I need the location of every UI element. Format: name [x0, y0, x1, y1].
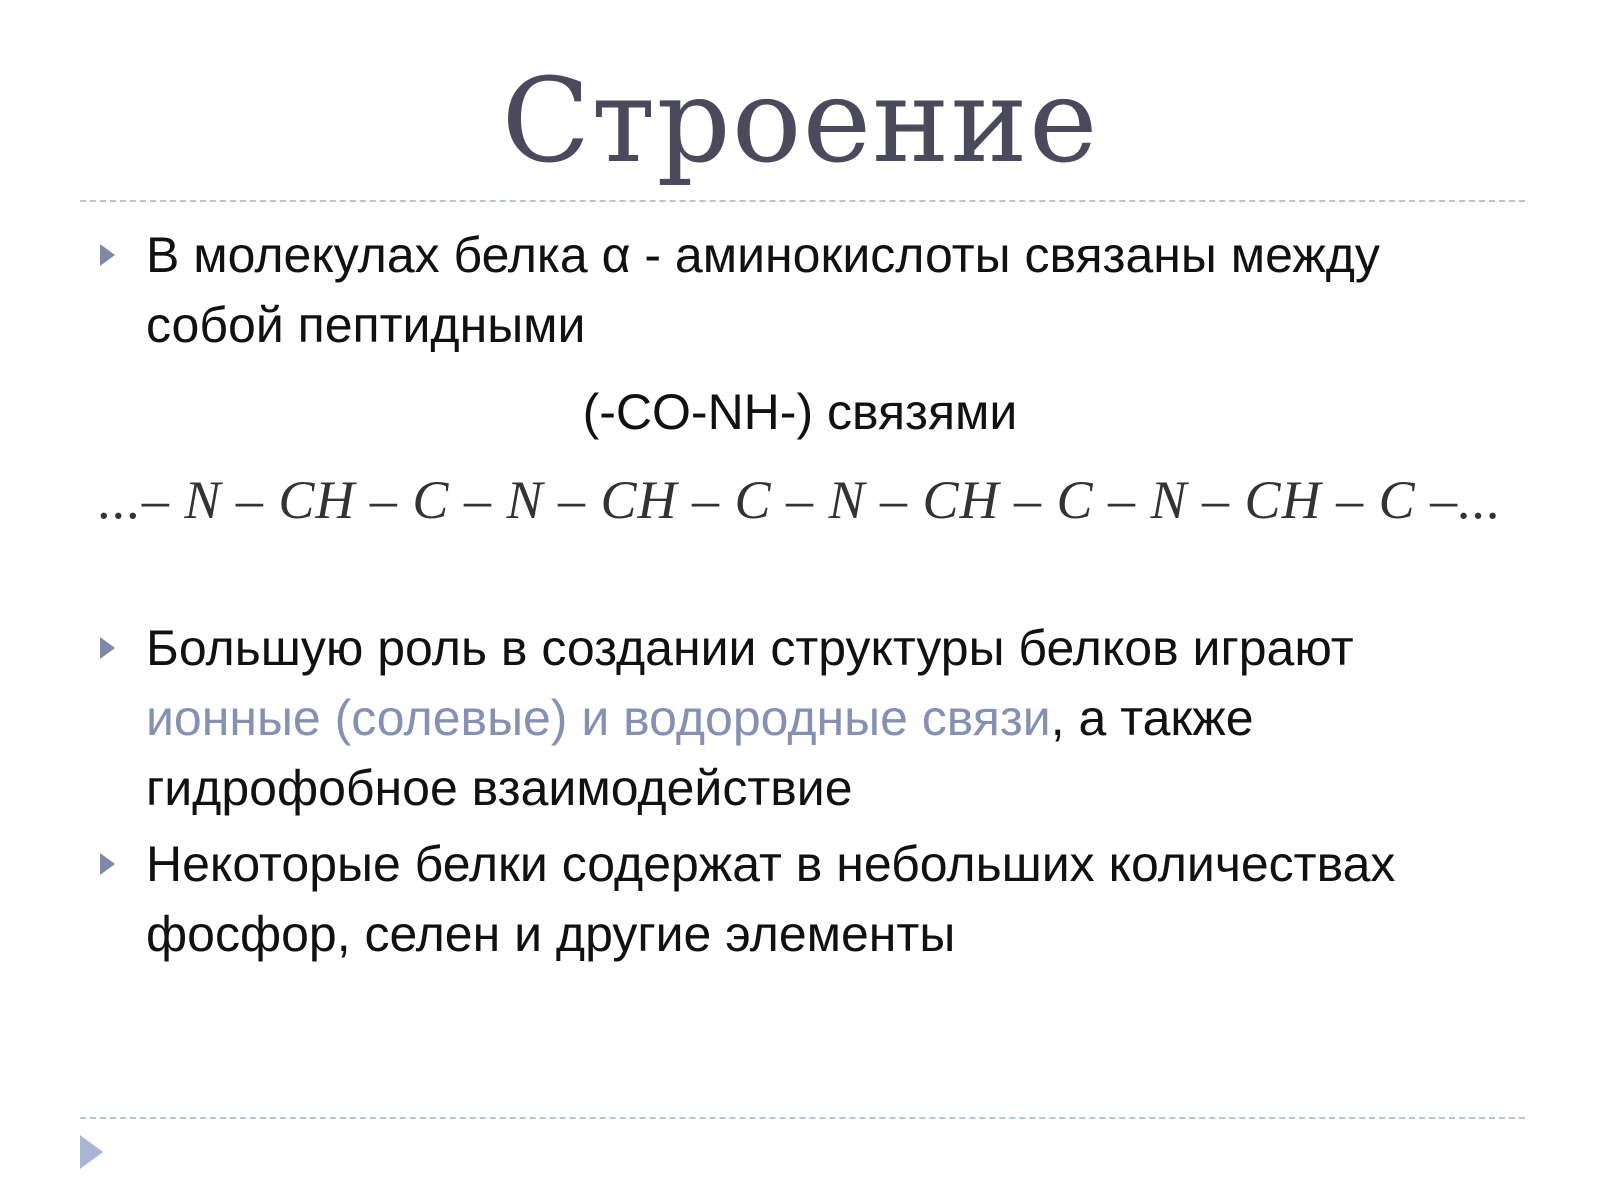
- footer-divider: [80, 1117, 1525, 1119]
- text-line: фосфор, селен и другие элементы: [146, 906, 956, 962]
- slide-title: Строение: [501, 54, 1099, 189]
- bullet-text-peptide-bonds: [146, 220, 1546, 360]
- text-line: [146, 683, 1546, 753]
- bullet-marker-icon: [100, 244, 115, 266]
- text-line: В молекулах белка α - аминокислоты связаны между: [146, 227, 1380, 283]
- next-slide-arrow-icon[interactable]: [80, 1135, 103, 1169]
- bullet-text-elements: [146, 829, 1546, 969]
- bullet-text-bonds-role: [146, 613, 1546, 823]
- peptide-chain-formula: ...– N – CH – C – N – CH – C – N – CH – C – N – CH – C –...: [98, 470, 1502, 530]
- text-line: Большую роль в создании структуры белков играют: [146, 620, 1354, 676]
- text-fragment: , а также: [1050, 690, 1254, 746]
- text-line: собой пептидными: [146, 297, 586, 353]
- bullet-marker-icon: [100, 637, 115, 659]
- bullet-marker-icon: [100, 853, 115, 875]
- highlighted-text: ионные (солевые) и водородные связи: [146, 690, 1051, 746]
- text-line: гидрофобное взаимодействие: [146, 760, 853, 816]
- title-divider: [80, 200, 1525, 202]
- peptide-bond-line: (-CO-NH-) связями: [582, 384, 1018, 440]
- text-line: Некоторые белки содержат в небольших количествах: [146, 836, 1396, 892]
